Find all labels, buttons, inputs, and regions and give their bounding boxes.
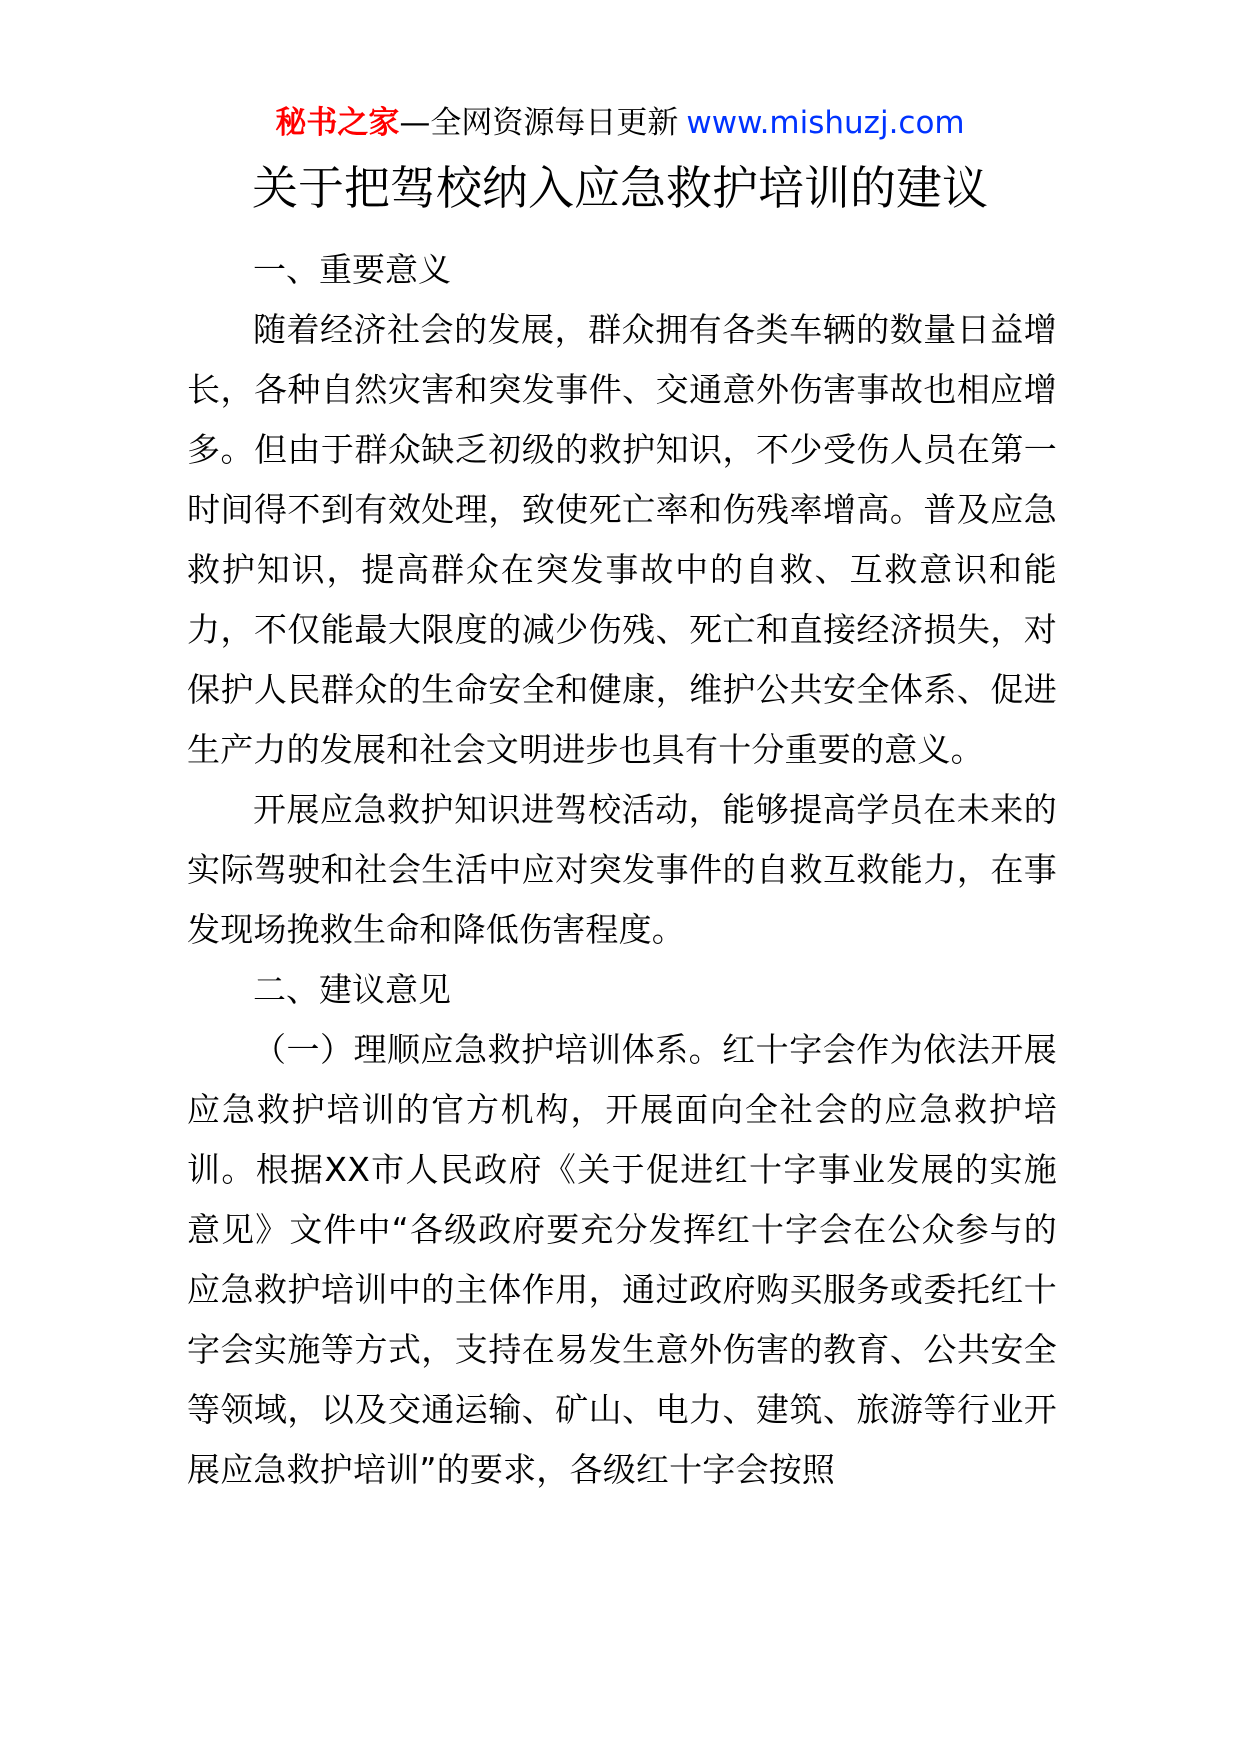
site-url-link[interactable]: www.mishuzj.com: [686, 105, 965, 141]
site-tagline: —全网资源每日更新: [399, 105, 679, 141]
site-banner: [0, 100, 1240, 146]
paragraph-1-1: 随着经济社会的发展，群众拥有各类车辆的数量日益增长，各种自然灾害和突发事件、交通意外伤害事故也相应增多。但由于群众缺乏初级的救护知识，不少受伤人员在第一时间得不到有效处理，致使死亡率和伤残率增高。普及应急救护知识，提高群众在突发事故中的自救、互救意识和能力，不仅能最大限度的减少伤残、死亡和直接经济损失，对保护人民群众的生命安全和健康，维护公共安全体系、促进生产力的发展和社会文明进步也具有十分重要的意义。: [187, 310, 1057, 769]
document-body: [187, 240, 1057, 1500]
section-heading-1: 一、重要意义: [253, 250, 451, 289]
paragraph-2-1: （一）理顺应急救护培训体系。红十字会作为依法开展应急救护培训的官方机构，开展面向全社会的应急救护培训。根据XX市人民政府《关于促进红十字事业发展的实施意见》文件中“各级政府要充分发挥红十字会在公众参与的应急救护培训中的主体作用，通过政府购买服务或委托红十字会实施等方式，支持在易发生意外伤害的教育、公共安全等领域，以及交通运输、矿山、电力、建筑、旅游等行业开展应急救护培训”的要求，各级红十字会按照: [187, 1030, 1057, 1489]
page-title: 关于把驾校纳入应急救护培训的建议: [252, 161, 988, 215]
section-heading-2: 二、建议意见: [253, 970, 451, 1009]
site-brand: 秘书之家: [275, 105, 400, 141]
paragraph-1-2: 开展应急救护知识进驾校活动，能够提高学员在未来的实际驾驶和社会生活中应对突发事件的自救互救能力，在事发现场挽救生命和降低伤害程度。: [187, 790, 1057, 949]
